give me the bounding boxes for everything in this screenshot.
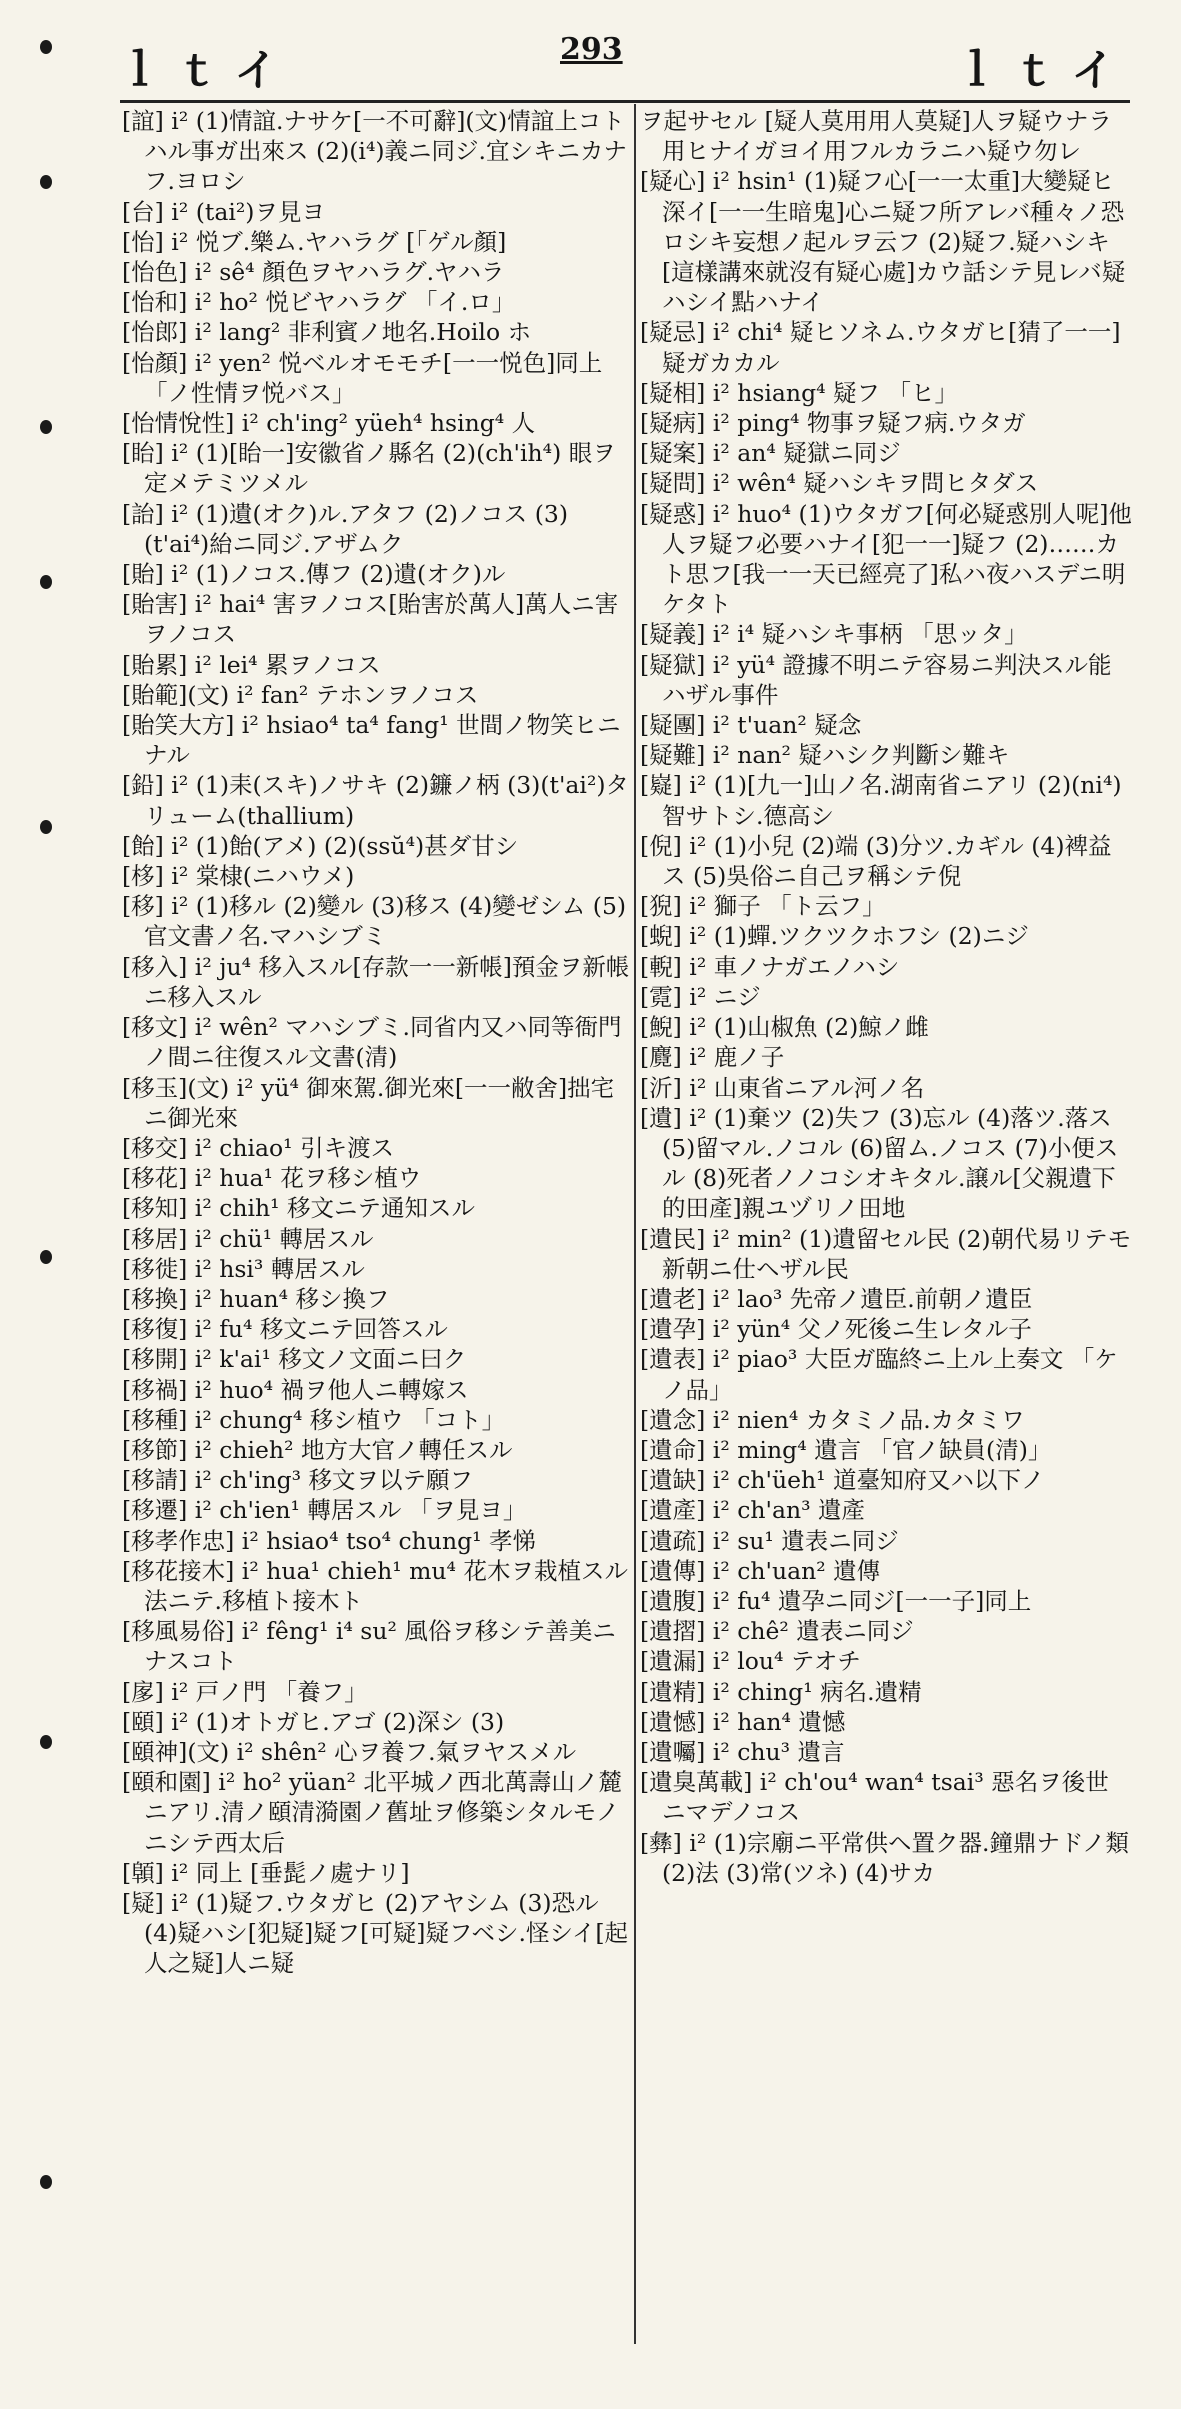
dictionary-entry: [移遷] i² ch'ien¹ 轉居スル 「ヲ見ヨ」 xyxy=(122,1496,527,1525)
dictionary-entry: [頤和園] i² ho² yüan² 北平城ノ西北萬壽山ノ麓ニアリ.清ノ頤清漪園ノ舊址ヲ修築シタルモノニシテ西太后 xyxy=(122,1768,622,1857)
dictionary-entry: [遺精] i² ching¹ 病名.遺精 xyxy=(640,1677,922,1706)
dictionary-entry: [彝] i² (1)宗廟ニ平常供ヘ置ク器.鐘鼎ナドノ類 (2)法 (3)常(ツネ) (4)サカ xyxy=(640,1828,1130,1887)
page-header xyxy=(0,32,1181,96)
dictionary-entry: [倪] i² (1)小兒 (2)端 (3)分ツ.カギル (4)裨益ス (5)吳俗ニ自己ヲ稱シテ倪 xyxy=(640,831,1112,891)
dictionary-entry: [移知] i² chih¹ 移文ニテ通知スル xyxy=(122,1194,476,1223)
dictionary-entry: [遺囑] i² chu³ 遺言 xyxy=(640,1737,845,1766)
dictionary-entry: [移換] i² huan⁴ 移シ換フ xyxy=(122,1284,390,1313)
dictionary-entry: [遺民] i² min² (1)遺留セル民 (2)朝代易リテモ新朝ニ仕ヘザル民 xyxy=(640,1224,1132,1283)
dictionary-entry: [疑相] i² hsiang⁴ 疑フ 「ヒ」 xyxy=(640,378,958,407)
dictionary-entry: [輗] i² 車ノナガエノハシ xyxy=(640,952,900,981)
dictionary-entry: [疑心] i² hsin¹ (1)疑フ心[一一太重]大變疑ヒ深イ[一一生暗鬼]心ニ疑フ所アレバ種々ノ恐ロシキ妄想ノ起ルヲ云フ (2)疑フ.疑ハシキ[這樣講來就沒有疑心處]カウ話シテ見レバ疑ハシイ點ハナイ xyxy=(640,167,1126,317)
dictionary-entry: [眙] i² (1)[眙一]安徽省ノ縣名 (2)(ch'ih⁴) 眼ヲ定メテミツメル xyxy=(122,439,616,498)
dictionary-entry: [飴] i² (1)飴(アメ) (2)(ssŭ⁴)甚ダ甘シ xyxy=(122,831,519,860)
dictionary-entry: [遺產] i² ch'an³ 遺產 xyxy=(640,1496,866,1525)
dictionary-entry: [疑] i² (1)疑フ.ウタガヒ (2)アヤシム (3)恐ル (4)疑ハシ[犯疑]疑フ[可疑]疑フベシ.怪シイ[起人之疑]人ニ疑 xyxy=(122,1888,628,1978)
dictionary-entry: [誼] i² (1)情誼.ナサケ[一不可辭](文)情誼上コトハル事ガ出來ス (2)(i⁴)義ニ同ジ.宜シキニカナフ.ヨロシ xyxy=(122,107,628,196)
binding-hole xyxy=(40,40,52,54)
page-number: 293 xyxy=(560,32,623,67)
dictionary-entry: [遺孕] i² yün⁴ 父ノ死後ニ生レタル子 xyxy=(640,1315,1032,1344)
dictionary-entry: [移開] i² k'ai¹ 移文ノ文面ニ曰ク xyxy=(122,1345,467,1374)
dictionary-entry: [移風易俗] i² fêng¹ i⁴ su² 風俗ヲ移シテ善美ニナスコト xyxy=(122,1617,616,1676)
dictionary-entry: [移文] i² wên² マハシブミ.同省内又ハ同等衙門ノ間ニ往復スル文書(清) xyxy=(122,1013,622,1072)
right-column xyxy=(640,106,1132,2339)
dictionary-entry: [詒] i² (1)遺(オク)ル.アタフ (2)ノコス (3)(t'ai⁴)紿ニ同ジ.アザムク xyxy=(122,499,569,558)
header-rule xyxy=(120,100,1130,103)
binding-hole xyxy=(40,175,52,189)
dictionary-entry: [移] i² (1)移ル (2)變ル (3)移ス (4)變ゼシム (5)官文書ノ名.マハシブミ xyxy=(122,892,627,951)
binding-hole xyxy=(40,1250,52,1264)
dictionary-entry: [移入] i² ju⁴ 移入スル[存款一一新帳]預金ヲ新帳ニ移入スル xyxy=(122,952,630,1011)
dictionary-entry: [移節] i² chieh² 地方大官ノ轉任スル xyxy=(122,1435,513,1464)
dictionary-entry: [遺命] i² ming⁴ 遺言 「官ノ缺員(清)」 xyxy=(640,1435,1052,1464)
dictionary-entry: [移復] i² fu⁴ 移文ニテ回答スル xyxy=(122,1315,448,1344)
dictionary-entry: [貽笑大方] i² hsiao⁴ ta⁴ fang¹ 世間ノ物笑ヒニナル xyxy=(122,711,621,770)
binding-hole xyxy=(40,1735,52,1749)
binding-holes xyxy=(40,0,60,2409)
dictionary-entry: [移居] i² chü¹ 轉居スル xyxy=(122,1224,374,1253)
binding-hole xyxy=(40,420,52,434)
dictionary-entry: [頤神](文) i² shên² 心ヲ養フ.氣ヲヤスメル xyxy=(122,1737,577,1766)
binding-hole xyxy=(40,575,52,589)
dictionary-entry: [鯢] i² (1)山椒魚 (2)鯨ノ雌 xyxy=(640,1013,929,1042)
dictionary-entry: [疑忌] i² chi⁴ 疑ヒソネム.ウタガヒ[猜了一一]疑ガカカル xyxy=(640,318,1121,377)
dictionary-entry: [貽累] i² lei⁴ 累ヲノコス xyxy=(122,650,381,679)
dictionary-entry: [疑惑] i² huo⁴ (1)ウタガフ[何必疑惑別人呢]他人ヲ疑フ必要ハナイ[犯一一]疑フ (2)……カト思フ[我一一天已經亮了]私ハ夜ハスデニ明ケタト xyxy=(640,499,1132,619)
dictionary-entry: [麑] i² 鹿ノ子 xyxy=(640,1043,785,1072)
dictionary-entry: [移請] i² ch'ing³ 移文ヲ以テ願フ xyxy=(122,1466,474,1495)
dictionary-entry: [霓] i² ニジ xyxy=(640,982,761,1011)
dictionary-entry: [怡郎] i² lang² 非利賓ノ地名.Hoilo ホ xyxy=(122,318,532,347)
dictionary-entry: [遺臭萬載] i² ch'ou⁴ wan⁴ tsai³ 惡名ヲ後世ニマデノコス xyxy=(640,1768,1109,1827)
dictionary-entry: [猊] i² 獅子 「ト云フ」 xyxy=(640,892,886,921)
dictionary-entry: [貽] i² (1)ノコス.傳フ (2)遺(オク)ル xyxy=(122,560,506,589)
dictionary-entry: [遺缺] i² ch'üeh¹ 道臺知府又ハ以下ノ xyxy=(640,1466,1045,1495)
running-head-left: ｌｔイ xyxy=(118,45,292,96)
binding-hole xyxy=(40,820,52,834)
left-column xyxy=(122,106,630,2339)
dictionary-entry: [嶷] i² (1)[九一]山ノ名.湖南省ニアリ (2)(ni⁴)智サトシ.德高シ xyxy=(640,771,1122,830)
dictionary-entry: [疑病] i² ping⁴ 物事ヲ疑フ病.ウタガ xyxy=(640,409,1026,438)
dictionary-entry: [遺漏] i² lou⁴ テオチ xyxy=(640,1647,861,1676)
dictionary-entry: [移孝作忠] i² hsiao⁴ tso⁴ chung¹ 孝悌 xyxy=(122,1526,537,1555)
dictionary-entry: [怡顏] i² yen² 悦ベルオモモチ[一一悦色]同上 「ノ性情ヲ悦バス」 xyxy=(122,348,603,407)
dictionary-entry: [移花接木] i² hua¹ chieh¹ mu⁴ 花木ヲ栽植スル法ニテ.移植ト接木ト xyxy=(122,1556,628,1615)
dictionary-entry: [移種] i² chung⁴ 移シ植ウ 「コト」 xyxy=(122,1405,506,1434)
dictionary-entry: [顊] i² 同上 [垂髭ノ處ナリ] xyxy=(122,1858,410,1887)
dictionary-entry: [疑案] i² an⁴ 疑獄ニ同ジ xyxy=(640,439,901,468)
dictionary-entry: [貽害] i² hai⁴ 害ヲノコス[貽害於萬人]萬人ニ害ヲノコス xyxy=(122,590,619,649)
dictionary-entry: [移交] i² chiao¹ 引キ渡ス xyxy=(122,1133,395,1162)
dictionary-entry: [疑難] i² nan² 疑ハシク判斷シ難キ xyxy=(640,741,1010,770)
dictionary-entry: [怡和] i² ho² 悦ビヤハラグ 「イ.ロ」 xyxy=(122,288,516,317)
dictionary-entry: [怡情悅性] i² ch'ing² yüeh⁴ hsing⁴ 人 xyxy=(122,409,536,438)
dictionary-entry: [遺老] i² lao³ 先帝ノ遺臣.前朝ノ遺臣 xyxy=(640,1284,1033,1313)
dictionary-entry: [遺表] i² piao³ 大臣ガ臨終ニ上ル上奏文 「ケノ品」 xyxy=(640,1345,1118,1404)
dictionary-entry: [怡色] i² sê⁴ 顏色ヲヤハラグ.ヤハラ xyxy=(122,258,505,287)
dictionary-entry: [遺憾] i² han⁴ 遺憾 xyxy=(640,1707,846,1736)
binding-hole xyxy=(40,2175,52,2189)
dictionary-entry: [移禍] i² huo⁴ 禍ヲ他人ニ轉嫁ス xyxy=(122,1375,469,1404)
dictionary-entry: [沂] i² 山東省ニアル河ノ名 xyxy=(640,1073,925,1102)
dictionary-entry: [怡] i² 悦ブ.樂ム.ヤハラグ [「ゲル顏] xyxy=(122,227,507,256)
dictionary-entry: [台] i² (tai²)ヲ見ヨ xyxy=(122,197,325,226)
dictionary-entry: [蜺] i² (1)蟬.ツクツクホフシ (2)ニジ xyxy=(640,922,1029,951)
dictionary-entry: [疑義] i² i⁴ 疑ハシキ事柄 「思ッタ」 xyxy=(640,620,1028,649)
dictionary-entry: [遺腹] i² fu⁴ 遺孕ニ同ジ[一一子]同上 xyxy=(640,1586,1032,1615)
dictionary-entry: [頤] i² (1)オトガヒ.アゴ (2)深シ (3) xyxy=(122,1707,505,1736)
dictionary-entry: [遺] i² (1)棄ツ (2)失フ (3)忘ル (4)落ツ.落ス (5)留マル.ノコル (6)留ム.ノコス (7)小便スル (8)死者ノノコシオキタル.譲ル[父親遺下的田產]親ユヅリノ田地 xyxy=(640,1103,1119,1223)
column-divider xyxy=(634,104,636,2344)
dictionary-entry: ヲ起サセル [疑人莫用用人莫疑]人ヲ疑ウナラ用ヒナイガヨイ用フルカラニハ疑ウ勿レ xyxy=(640,107,1112,166)
dictionary-entry: [疑團] i² t'uan² 疑念 xyxy=(640,711,862,740)
dictionary-entry: [鉛] i² (1)耒(スキ)ノサキ (2)鐮ノ柄 (3)(t'ai²)タリューム(thallium) xyxy=(122,771,630,830)
running-head-right: ｌｔイ xyxy=(955,45,1129,96)
dictionary-entry: [移徙] i² hsi³ 轉居スル xyxy=(122,1254,365,1283)
dictionary-entry: [栘] i² 棠棣(ニハウメ) xyxy=(122,862,355,891)
dictionary-entry: [遺傳] i² ch'uan² 遺傳 xyxy=(640,1556,881,1585)
dictionary-entry: [疑獄] i² yü⁴ 證據不明ニテ容易ニ判決スル能ハザル事件 xyxy=(640,650,1112,709)
dictionary-entry: [貽範](文) i² fan² テホンヲノコス xyxy=(122,680,479,709)
dictionary-entry: [移玉](文) i² yü⁴ 御來駕.御光來[一一敝舍]拙宅ニ御光來 xyxy=(122,1073,615,1132)
dictionary-entry: [扅] i² 戸ノ門 「養フ」 xyxy=(122,1677,368,1706)
dictionary-entry: [遺念] i² nien⁴ カタミノ品.カタミワ xyxy=(640,1405,1025,1434)
dictionary-entry: [疑問] i² wên⁴ 疑ハシキヲ問ヒタダス xyxy=(640,469,1039,498)
dictionary-entry: [遺疏] i² su¹ 遺表ニ同ジ xyxy=(640,1526,899,1555)
dictionary-entry: [移花] i² hua¹ 花ヲ移シ植ウ xyxy=(122,1164,422,1193)
dictionary-entry: [遺摺] i² chê² 遺表ニ同ジ xyxy=(640,1617,914,1646)
